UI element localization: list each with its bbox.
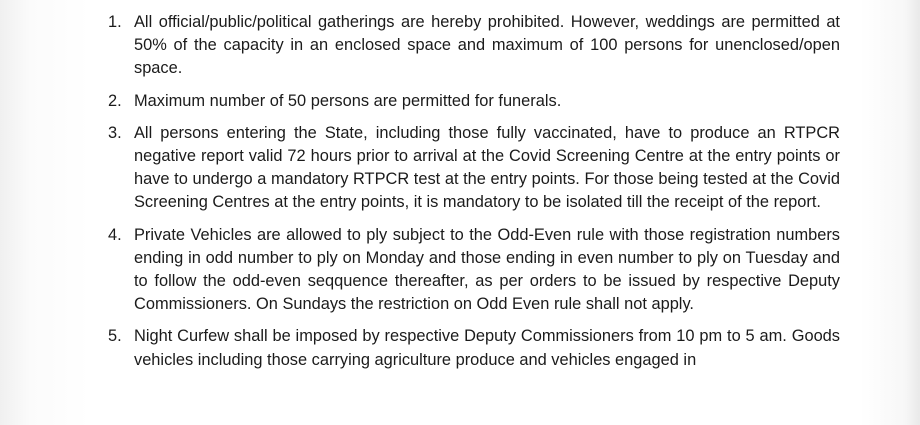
list-item [0,90,920,113]
item-text: Maximum number of 50 persons are permitted for funerals. [134,91,562,110]
item-number: 4. [108,225,122,244]
order-list [0,11,920,381]
item-number: 3. [108,123,122,142]
item-text: All official/public/political gatherings are hereby prohibited. However, weddings are permitted at 50% of the capacity in an enclosed space and maximum of 100 persons for unenclosed/open space. [134,13,840,78]
list-item [0,325,920,371]
item-text: Night Curfew shall be imposed by respective Deputy Commissioners from 10 pm to 5 am. Goods vehicles including those carrying agriculture produce and vehicles engaged in [134,327,840,369]
item-number: 2. [108,91,122,110]
list-item [0,11,920,81]
item-text: Private Vehicles are allowed to ply subject to the Odd-Even rule with those registration numbers ending in odd number to ply on Monday and those ending in even number to ply on Tuesday and to follow the odd-even seqquence thereafter, as per orders to be issued by respective Deputy Commissioners. On Sundays the restriction on Odd Even rule shall not apply. [134,225,840,314]
item-number: 5. [108,327,122,346]
list-item [0,224,920,317]
item-text: All persons entering the State, including those fully vaccinated, have to produce an RTPCR negative report valid 72 hours prior to arrival at the Covid Screening Centre at the entry points or have to undergo a mandatory RTPCR test at the entry points. For those being tested at the Covid Screening Centres at the entry points, it is mandatory to be isolated till the receipt of the report. [134,123,840,212]
list-item [0,122,920,215]
item-number: 1. [108,13,122,31]
